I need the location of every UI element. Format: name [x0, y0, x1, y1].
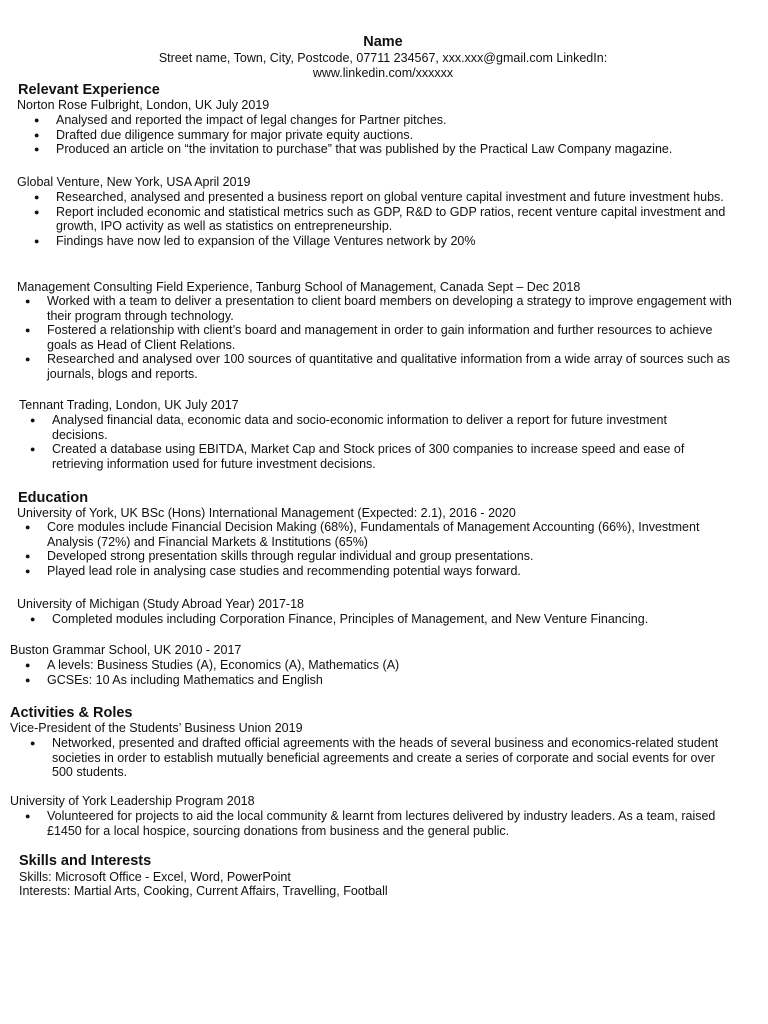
experience-bullets [56, 113, 736, 157]
experience-entry-title: Tennant Trading, London, UK July 2017 [19, 398, 239, 412]
resume-header [130, 33, 636, 81]
bullet-item: ● Researched, analysed and presented a business report on global venture capital investment and future investment hubs. [56, 190, 736, 205]
bullet-item: ● Completed modules including Corporation Finance, Principles of Management, and New Venture Financing. [52, 612, 732, 627]
education-bullets [47, 520, 737, 578]
bullet-item: ● Produced an article on “the invitation to purchase” that was published by the Practical Law Company magazine. [56, 142, 736, 157]
candidate-name: Name [363, 34, 403, 50]
section-heading-experience: Relevant Experience [18, 82, 160, 98]
bullet-item: ● Developed strong presentation skills through regular individual and group presentations. [47, 549, 737, 564]
bullet-item: ● A levels: Business Studies (A), Economics (A), Mathematics (A) [47, 658, 727, 673]
bullet-item: ● Volunteered for projects to aid the local community & learnt from lectures delivered by industry leaders. As a team, raised £1450 for a local hospice, sourcing donations from business and the general public. [47, 809, 717, 838]
bullet-item: ● Created a database using EBITDA, Market Cap and Stock prices of 300 companies to increase speed and ease of retrieving information used for future investment decisions. [52, 442, 722, 471]
contact-line: Street name, Town, City, Postcode, 07711 234567, xxx.xxx@gmail.com LinkedIn: [158, 51, 608, 65]
bullet-item: ● Analysed financial data, economic data and socio-economic information to deliver a report for future investment decisions. [52, 413, 722, 442]
bullet-item: ● Fostered a relationship with client’s board and management in order to gain information and further resources to achieve goals as Head of Client Relations. [47, 323, 737, 352]
activity-bullets [47, 809, 717, 838]
bullet-item: ● Drafted due diligence summary for major private equity auctions. [56, 128, 736, 143]
activity-entry-title: University of York Leadership Program 2018 [10, 794, 255, 808]
education-bullets [47, 658, 727, 687]
experience-bullets [56, 190, 736, 248]
bullet-item: ● Core modules include Financial Decision Making (68%), Fundamentals of Management Accounting (66%), Investment Analysis (72%) and Financial Markets & Institutions (65%) [47, 520, 737, 549]
skills-line: Skills: Microsoft Office - Excel, Word, PowerPoint [19, 870, 291, 884]
interests-line: Interests: Martial Arts, Cooking, Current Affairs, Travelling, Football [19, 884, 388, 898]
section-heading-activities: Activities & Roles [10, 705, 133, 721]
linkedin-url: www.linkedin.com/xxxxxx [312, 66, 454, 80]
bullet-item: ● Analysed and reported the impact of legal changes for Partner pitches. [56, 113, 736, 128]
experience-bullets [47, 294, 737, 382]
education-bullets [52, 612, 732, 627]
activity-bullets [52, 736, 722, 780]
bullet-item: ● GCSEs: 10 As including Mathematics and English [47, 673, 727, 688]
education-entry-title: University of Michigan (Study Abroad Year) 2017-18 [17, 597, 304, 611]
bullet-item: ● Researched and analysed over 100 sources of quantitative and qualitative information from a wide array of sources such as journals, blogs and reports. [47, 352, 737, 381]
activity-entry-title: Vice-President of the Students’ Business Union 2019 [10, 721, 303, 735]
section-heading-skills: Skills and Interests [19, 853, 152, 869]
experience-entry-title: Management Consulting Field Experience, Tanburg School of Management, Canada Sept – Dec 2018 [17, 280, 581, 294]
bullet-item: ● Worked with a team to deliver a presentation to client board members on developing a strategy to improve engagement with their program through technology. [47, 294, 737, 323]
bullet-item: ● Networked, presented and drafted official agreements with the heads of several business and economics-related student societies in order to establish mutually beneficial agreements and create a series of corporate and social events for over 500 students. [52, 736, 722, 780]
bullet-item: ● Report included economic and statistical metrics such as GDP, R&D to GDP ratios, recent venture capital investment and growth, IPO activity as well as statistics on entrepreneurship. [56, 205, 736, 234]
education-entry-title: Buston Grammar School, UK 2010 - 2017 [10, 643, 242, 657]
experience-entry-title: Norton Rose Fulbright, London, UK July 2019 [17, 98, 270, 112]
experience-bullets [52, 413, 722, 471]
experience-entry-title: Global Venture, New York, USA April 2019 [17, 175, 251, 189]
bullet-item: ● Played lead role in analysing case studies and recommending potential ways forward. [47, 564, 737, 579]
section-heading-education: Education [18, 490, 89, 506]
education-entry-title: University of York, UK BSc (Hons) International Management (Expected: 2.1), 2016 - 2020 [17, 506, 516, 520]
bullet-item: ● Findings have now led to expansion of the Village Ventures network by 20% [56, 234, 736, 249]
